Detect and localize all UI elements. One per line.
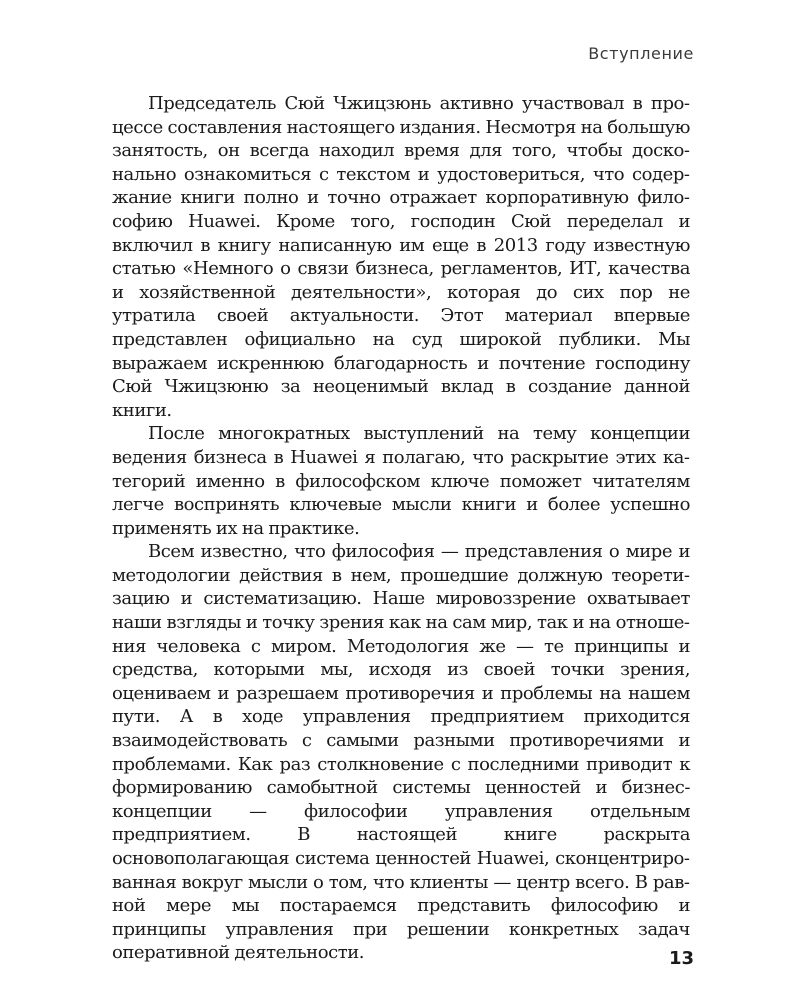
paragraph-2: После многократных выступлений на тему концепции ведения бизнеса в Huawei я полагаю, что раскрытие этих категорий именно в философском ключе поможет читателям легче воспринять ключевые мысли книги и более успешно применять их на практике. bbox=[112, 423, 690, 539]
paragraph-1: Председатель Сюй Чжицзюнь активно участвовал в процессе составления настоящего издания. Несмотря на большую занятость, он всегда находил время для того, чтобы досконально ознакомиться с текстом и удостовериться, что содержание книги полно и точно отражает корпоративную философию Huawei. Кроме того, господин Сюй переделал и включил в книгу написанную им еще в 2013 году известную статью «Немного о связи бизнеса, регламентов, ИТ, качества и хозяйственной деятельности», которая до сих пор не утратила своей актуальности. Этот материал впервые представлен официально на суд широкой публики. Мы выражаем искреннюю благодарность и почтение господину Сюй Чжицзюню за неоценимый вклад в создание данной книги. bbox=[112, 93, 690, 421]
page-number: 13 bbox=[668, 948, 694, 969]
running-header-section-title: Вступление bbox=[588, 44, 694, 63]
body-text bbox=[112, 92, 690, 965]
paragraph-3: Всем известно, что философия — представления о мире и методологии действия в нем, прошедшие должную теоретизацию и систематизацию. Наше мировоззрение охватывает наши взгляды и точку зрения как на сам мир, так и на отношения человека с миром. Методология же — те принципы и средства, которыми мы, исходя из своей точки зрения, оцениваем и разрешаем противоречия и проблемы на нашем пути. А в ходе управления предприятием приходится взаимодействовать с самыми разными противоречиями и проблемами. Как раз столкновение с последними приводит к формированию самобытной системы ценностей и бизнес-концепции — философии управления отдельным предприятием. В настоящей книге раскрыта основополагающая система ценностей Huawei, сконцентрированная вокруг мысли о том, что клиенты — центр всего. В равной мере мы постараемся представить философию и принципы управления при решении конкретных задач оперативной деятельности. bbox=[112, 541, 690, 964]
